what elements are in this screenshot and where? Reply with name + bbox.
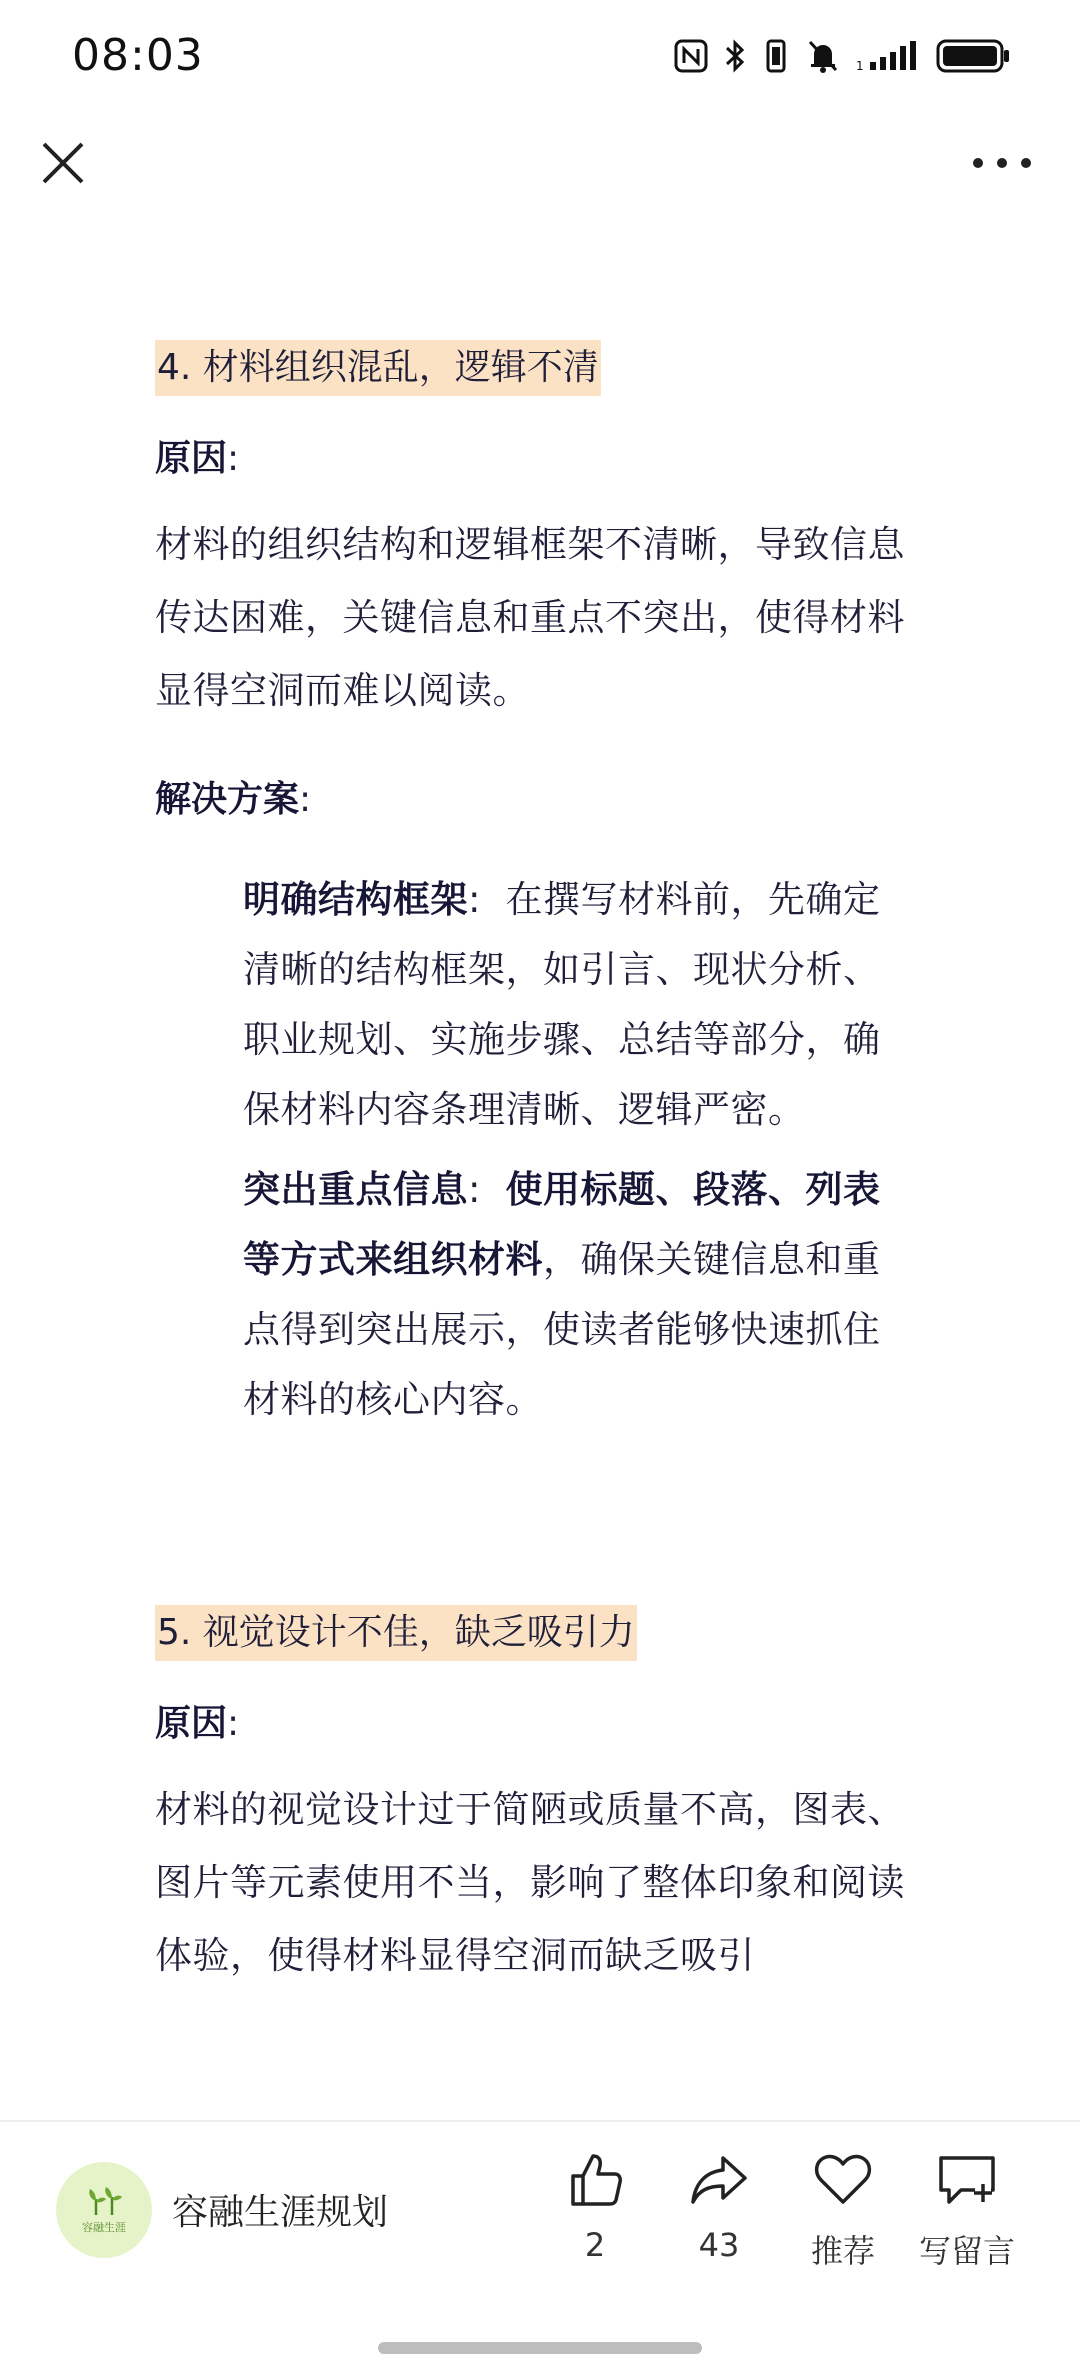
share-count: 43 <box>698 2226 740 2264</box>
reason-paragraph: 材料的视觉设计过于简陋或质量不高，图表、图片等元素使用不当，影响了整体印象和阅读体验，使得材料显得空洞而缺乏吸引 <box>155 1788 905 1977</box>
solution-label <box>155 773 935 827</box>
solution-text: 在撰写材料前，先确定清晰的结构框架，如引言、现状分析、职业规划、实施步骤、总结等部分，确保材料内容条理清晰、逻辑严密。 <box>243 878 881 1131</box>
solution-colon: : <box>299 779 312 820</box>
home-indicator[interactable] <box>378 2342 702 2354</box>
comment-icon <box>935 2150 999 2210</box>
share-icon <box>689 2150 749 2210</box>
solution-sep: : <box>468 878 481 921</box>
solution-sep: : <box>468 1168 481 1211</box>
status-bar <box>0 0 1080 120</box>
nfc-icon <box>674 39 708 77</box>
reason-label-text: 原因 <box>155 438 228 479</box>
close-button[interactable] <box>30 130 96 196</box>
reason-colon: : <box>227 1703 240 1744</box>
section-5 <box>155 1605 935 1992</box>
solution-label-text: 解决方案 <box>155 779 300 820</box>
reason-label <box>155 432 935 486</box>
reason-label-text: 原因 <box>155 1703 228 1744</box>
comment-label: 写留言 <box>918 2232 1015 2270</box>
signal-hint: 1 <box>856 59 864 72</box>
more-horizontal-icon <box>964 140 1040 186</box>
signal-icon <box>856 40 920 76</box>
recommend-button[interactable] <box>788 2150 898 2272</box>
bottom-action-bar <box>0 2120 1080 2373</box>
solution-text: ，确保关键信息和重点得到突出展示，使读者能够快速抓住材料的核心内容。 <box>243 1238 881 1421</box>
comment-button[interactable] <box>912 2150 1022 2272</box>
solution-item <box>243 865 903 1145</box>
section-heading: 4. 材料组织混乱，逻辑不清 <box>155 340 601 396</box>
account-name[interactable]: 容融生涯规划 <box>172 2192 389 2233</box>
reason-paragraph: 材料的组织结构和逻辑框架不清晰，导致信息传达困难，关键信息和重点不突出，使得材料显得空洞而难以阅读。 <box>155 523 905 712</box>
article-content <box>155 340 935 1992</box>
reason-colon: : <box>227 438 240 479</box>
section-heading: 5. 视觉设计不佳，缺乏吸引力 <box>155 1605 637 1661</box>
close-icon <box>30 130 96 196</box>
account-avatar[interactable] <box>56 2162 152 2258</box>
solution-list <box>243 865 903 1435</box>
thumbs-up-icon <box>565 2150 625 2210</box>
vibrate-icon <box>762 38 790 78</box>
solution-title: 明确结构框架 <box>243 878 468 921</box>
solution-bold-text: 使用标题、段落、列表等方式来组织材料 <box>243 1168 881 1281</box>
heart-icon <box>813 2150 873 2210</box>
status-icons <box>674 38 1012 78</box>
reason-label <box>155 1697 935 1751</box>
battery-icon <box>936 38 1012 78</box>
section-4 <box>155 340 935 1435</box>
solution-title: 突出重点信息 <box>243 1168 468 1211</box>
sprout-logo-icon <box>84 2185 124 2217</box>
more-button[interactable] <box>964 140 1040 186</box>
bluetooth-icon <box>724 38 746 78</box>
mute-bell-icon <box>806 38 840 78</box>
share-button[interactable] <box>664 2150 774 2264</box>
recommend-label: 推荐 <box>810 2232 875 2270</box>
avatar-text: 容融生涯 <box>82 2221 126 2234</box>
like-count: 2 <box>584 2226 606 2264</box>
like-button[interactable] <box>540 2150 650 2264</box>
status-time: 08:03 <box>72 30 204 81</box>
solution-item <box>243 1155 903 1435</box>
